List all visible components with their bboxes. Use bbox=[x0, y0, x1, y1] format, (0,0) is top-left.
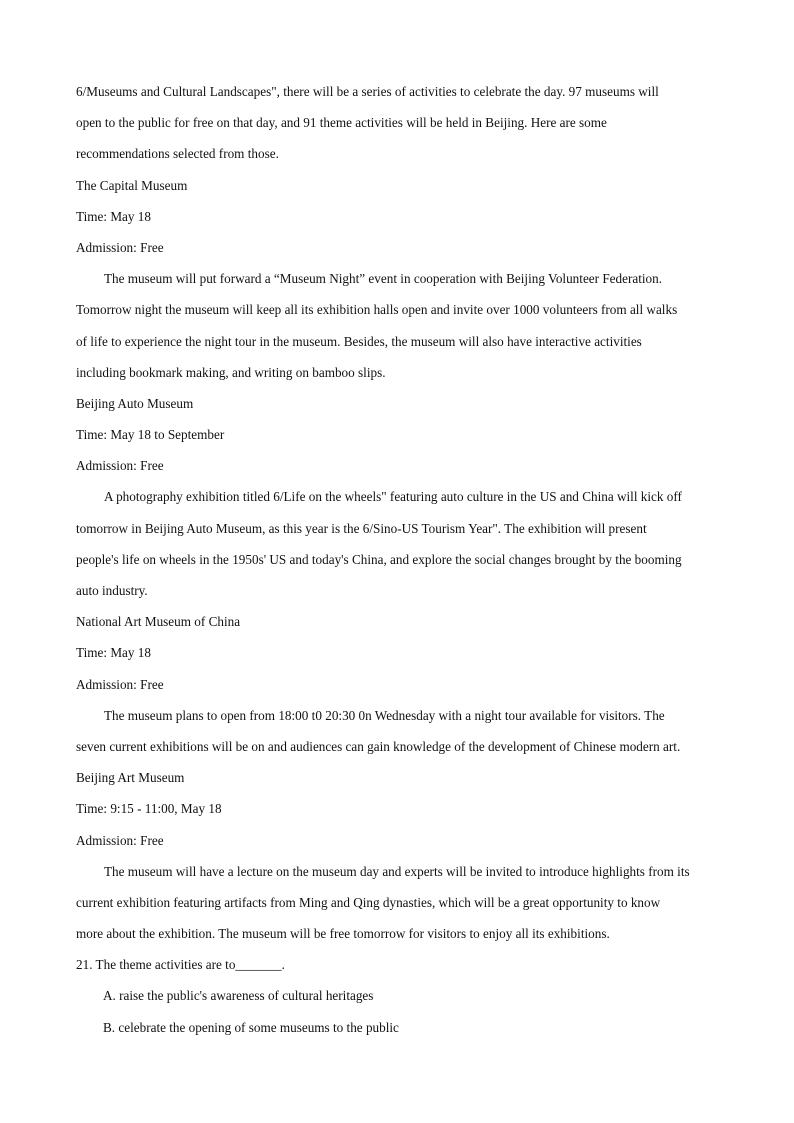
museum-admission: Admission: Free bbox=[76, 832, 164, 848]
text-line: recommendations selected from those. bbox=[76, 146, 279, 162]
museum-name: National Art Museum of China bbox=[76, 614, 241, 630]
description-line: The museum plans to open from 18:00 t0 20:30 0n Wednesday with a night tour available for visitors. The bbox=[104, 707, 665, 723]
museum-name: Beijing Art Museum bbox=[76, 770, 185, 786]
museum-time: Time: May 18 bbox=[76, 645, 151, 661]
museum-section-beijing-art bbox=[76, 762, 736, 949]
description-line: The museum will put forward a “Museum Night” event in cooperation with Beijing Volunteer Federation. bbox=[104, 271, 663, 287]
museum-section-auto bbox=[76, 388, 736, 606]
museum-admission: Admission: Free bbox=[76, 239, 164, 255]
question-stem: 21. The theme activities are to_______. bbox=[76, 957, 285, 973]
description-line: A photography exhibition titled 6/Life on the wheels" featuring auto culture in the US and China will kick off bbox=[104, 489, 682, 505]
description-line: The museum will have a lecture on the museum day and experts will be invited to introduce highlights from its bbox=[104, 863, 690, 879]
museum-admission: Admission: Free bbox=[76, 676, 164, 692]
description-line: auto industry. bbox=[76, 583, 148, 598]
museum-section-capital bbox=[76, 170, 736, 388]
description-line: seven current exhibitions will be on and audiences can gain knowledge of the development of Chinese modern art. bbox=[76, 738, 681, 754]
text-line: open to the public for free on that day, and 91 theme activities will be held in Beijing. Here are some bbox=[76, 115, 607, 131]
description-line: current exhibition featuring artifacts from Ming and Qing dynasties, which will be a great opportunity to know bbox=[76, 894, 661, 910]
museum-time: Time: 9:15 - 11:00, May 18 bbox=[76, 801, 222, 817]
question-block bbox=[76, 949, 736, 1043]
description-line: people's life on wheels in the 1950s' US and today's China, and explore the social changes brought by the booming bbox=[76, 551, 682, 567]
museum-time: Time: May 18 bbox=[76, 208, 151, 224]
document-page bbox=[76, 76, 736, 1043]
intro-paragraph bbox=[76, 76, 736, 170]
museum-admission: Admission: Free bbox=[76, 458, 164, 474]
museum-section-national-art bbox=[76, 606, 736, 762]
museum-time: Time: May 18 to September bbox=[76, 427, 225, 443]
description-line: Tomorrow night the museum will keep all its exhibition halls open and invite over 1000 volunteers from all walks bbox=[76, 302, 678, 318]
museum-name: The Capital Museum bbox=[76, 177, 188, 193]
description-line: more about the exhibition. The museum will be free tomorrow for visitors to enjoy all its exhibitions. bbox=[76, 926, 610, 942]
answer-option-a: A. raise the public's awareness of cultural heritages bbox=[103, 988, 374, 1004]
answer-option-b: B. celebrate the opening of some museums to the public bbox=[103, 1019, 399, 1035]
text-line: 6/Museums and Cultural Landscapes", there will be a series of activities to celebrate the day. 97 museums will bbox=[76, 84, 659, 99]
description-line: of life to experience the night tour in the museum. Besides, the museum will also have interactive activities bbox=[76, 333, 642, 349]
museum-name: Beijing Auto Museum bbox=[76, 395, 194, 411]
description-line: tomorrow in Beijing Auto Museum, as this year is the 6/Sino-US Tourism Year". The exhibition will present bbox=[76, 520, 647, 536]
description-line: including bookmark making, and writing on bamboo slips. bbox=[76, 364, 386, 380]
